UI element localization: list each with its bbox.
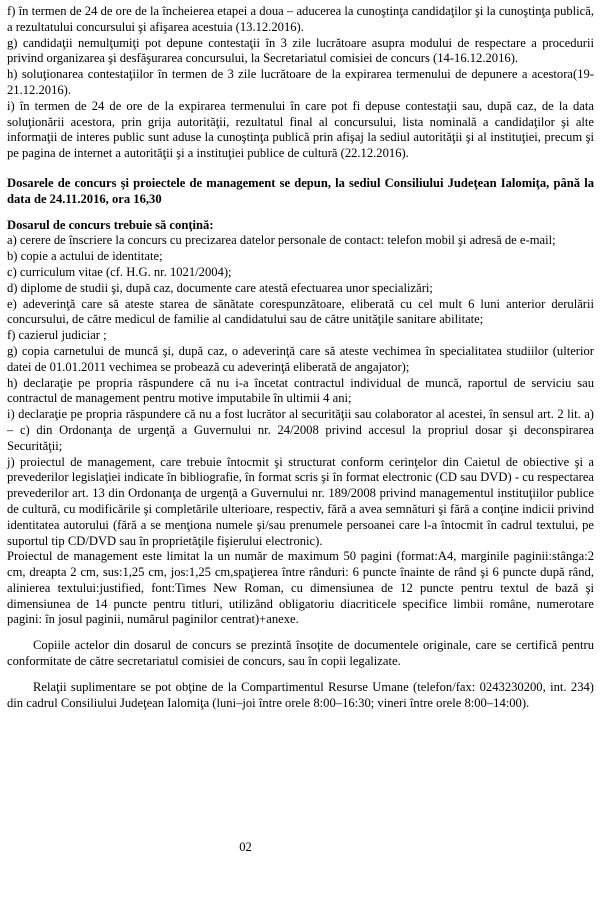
dossier-item-d: d) diplome de studii şi, după caz, documente care atestă efectuarea unor specializări;: [7, 280, 433, 295]
deadline-notice: Dosarele de concurs şi proiectele de management se depun, la sediul Consiliului Judeţean Ialomiţa, până la data de 24.11.2016, ora 16,30: [7, 175, 594, 206]
schedule-item-g: g) candidaţii nemulţumiţi pot depune contestaţii în 3 zile lucrătoare asupra modului de respectare a procedurii privind organizarea şi desfăşurarea concursului, la Secretariatul comisiei de concurs (14-16.12.2016).: [7, 35, 594, 66]
schedule-item-h: h) soluţionarea contestaţiilor în termen de 3 zile lucrătoare de la expirarea termenului de depunere a acestora(19-21.12.2016).: [7, 67, 594, 97]
spacer: [7, 162, 594, 176]
dossier-item-j: j) proiectul de management, care trebuie întocmit şi structurat conform cerinţelor din Caietul de obiective şi a prevederilor legislaţiei indicate în bibliografie, în format scris şi în format electronic (CD sau DVD) - cu respectarea prevederilor art. 13 din Ordonanţa de urgenţă a Guvernului nr. 189/2008 privind managementul instituţiilor publice de cultură, cu modificările şi completările ulterioare, respectiv, fără a avea semnături şi fără a conţine indicii privind identitatea autorului (fără a se menţiona numele şi/sau prenumele persoanei care l-a întocmit în cadrul textului, pe suportul tip CD/DVD sau în proprietăţile fişierului electronic).: [7, 454, 594, 548]
format-paragraph: Proiectul de management este limitat la un număr de maximum 50 pagini (format:A4, marginile paginii:stânga:2 cm, dreapta 2 cm, sus:1,25 cm, jos:1,25 cm,spaţierea între rânduri: 6 puncte înainte de rând şi 6 puncte după rând, alinierea textului:justified, font:Times New Roman, cu dimensiunea de 12 puncte pentru textul de bază şi dimensiunea de 14 puncte pentru titluri, utilizând obligatoriu diacriticele specifice limbii române, numerotare pagini: în josul paginii, numărul paginilor centrat)+anexe.: [7, 549, 594, 627]
spacer: [7, 208, 594, 218]
dossier-item-i: i) declaraţie pe propria răspundere că nu a fost lucrător al securităţii sau colaborator al acestei, în sensul art. 2 lit. a) – c) din Ordonanţa de urgenţă a Guvernului nr. 24/2008 privind accesul la propriul dosar şi deconspirarea Securităţii;: [7, 407, 594, 453]
schedule-item-f: f) în termen de 24 de ore de la încheierea etapei a doua – aducerea la cunoştinţa candidaţilor şi la cunoştinţa publică, a rezultatului concursului şi afişarea acestuia (13.12.2016).: [7, 4, 594, 34]
dossier-item-g: g) copia carnetului de muncă şi, după caz, o adeverinţă care să ateste vechimea în specialitatea studiilor (ulterior datei de 01.01.2011 vechimea se probează cu adeverinţă eliberată de angajator);: [7, 343, 594, 374]
page-number: 02: [239, 840, 252, 854]
dossier-heading: Dosarul de concurs trebuie să conţină:: [7, 217, 214, 232]
spacer: [7, 628, 594, 638]
schedule-item-i: i) în termen de 24 de ore de la expirarea termenului în care pot fi depuse contestaţii sau, după caz, de la data soluţionării acestora, prin grija autorităţii, rezultatul final al concursului, lista nominală a candidaţilor şi alte informaţii de interes public sunt aduse la cunoştinţa publică prin afişaj la sediul autorităţii şi al instituţiei, precum şi pe pagina de internet a autorităţii şi a instituţiei publice de cultură (22.12.2016).: [7, 98, 594, 161]
dossier-item-e: e) adeverinţă care să ateste starea de sănătate corespunzătoare, eliberată cu cel mult 6 luni anterior derulării concursului, de către medicul de familie al candidatului sau de către unităţile sanitare abilitate;: [7, 296, 594, 327]
contact-paragraph: Relaţii suplimentare se pot obţine de la Compartimentul Resurse Umane (telefon/fax: 0243230200, int. 234) din cadrul Consiliului Judeţean Ialomiţa (luni–joi între orele 8:00–16:30; vineri între orele 8:00–14:00).: [7, 679, 594, 710]
dossier-item-a: a) cerere de înscriere la concurs cu precizarea datelor personale de contact: telefon mobil şi adresă de e-mail;: [7, 233, 556, 248]
dossier-item-c: c) curriculum vitae (cf. H.G. nr. 1021/2004);: [7, 264, 232, 279]
dossier-item-f: f) cazierul judiciar ;: [7, 328, 107, 343]
copies-paragraph: Copiile actelor din dosarul de concurs se prezintă însoţite de documentele originale, care se certifică pentru conformitate de către secretariatul comisiei de concurs, sau în copii legalizate.: [7, 638, 594, 669]
dossier-item-h: h) declaraţie pe propria răspundere că nu i-a încetat contractul individual de muncă, raportul de serviciu sau contractul de management pentru motive imputabile în ultimii 4 ani;: [7, 375, 594, 406]
dossier-item-b: b) copie a actului de identitate;: [7, 249, 163, 264]
spacer: [7, 670, 594, 680]
